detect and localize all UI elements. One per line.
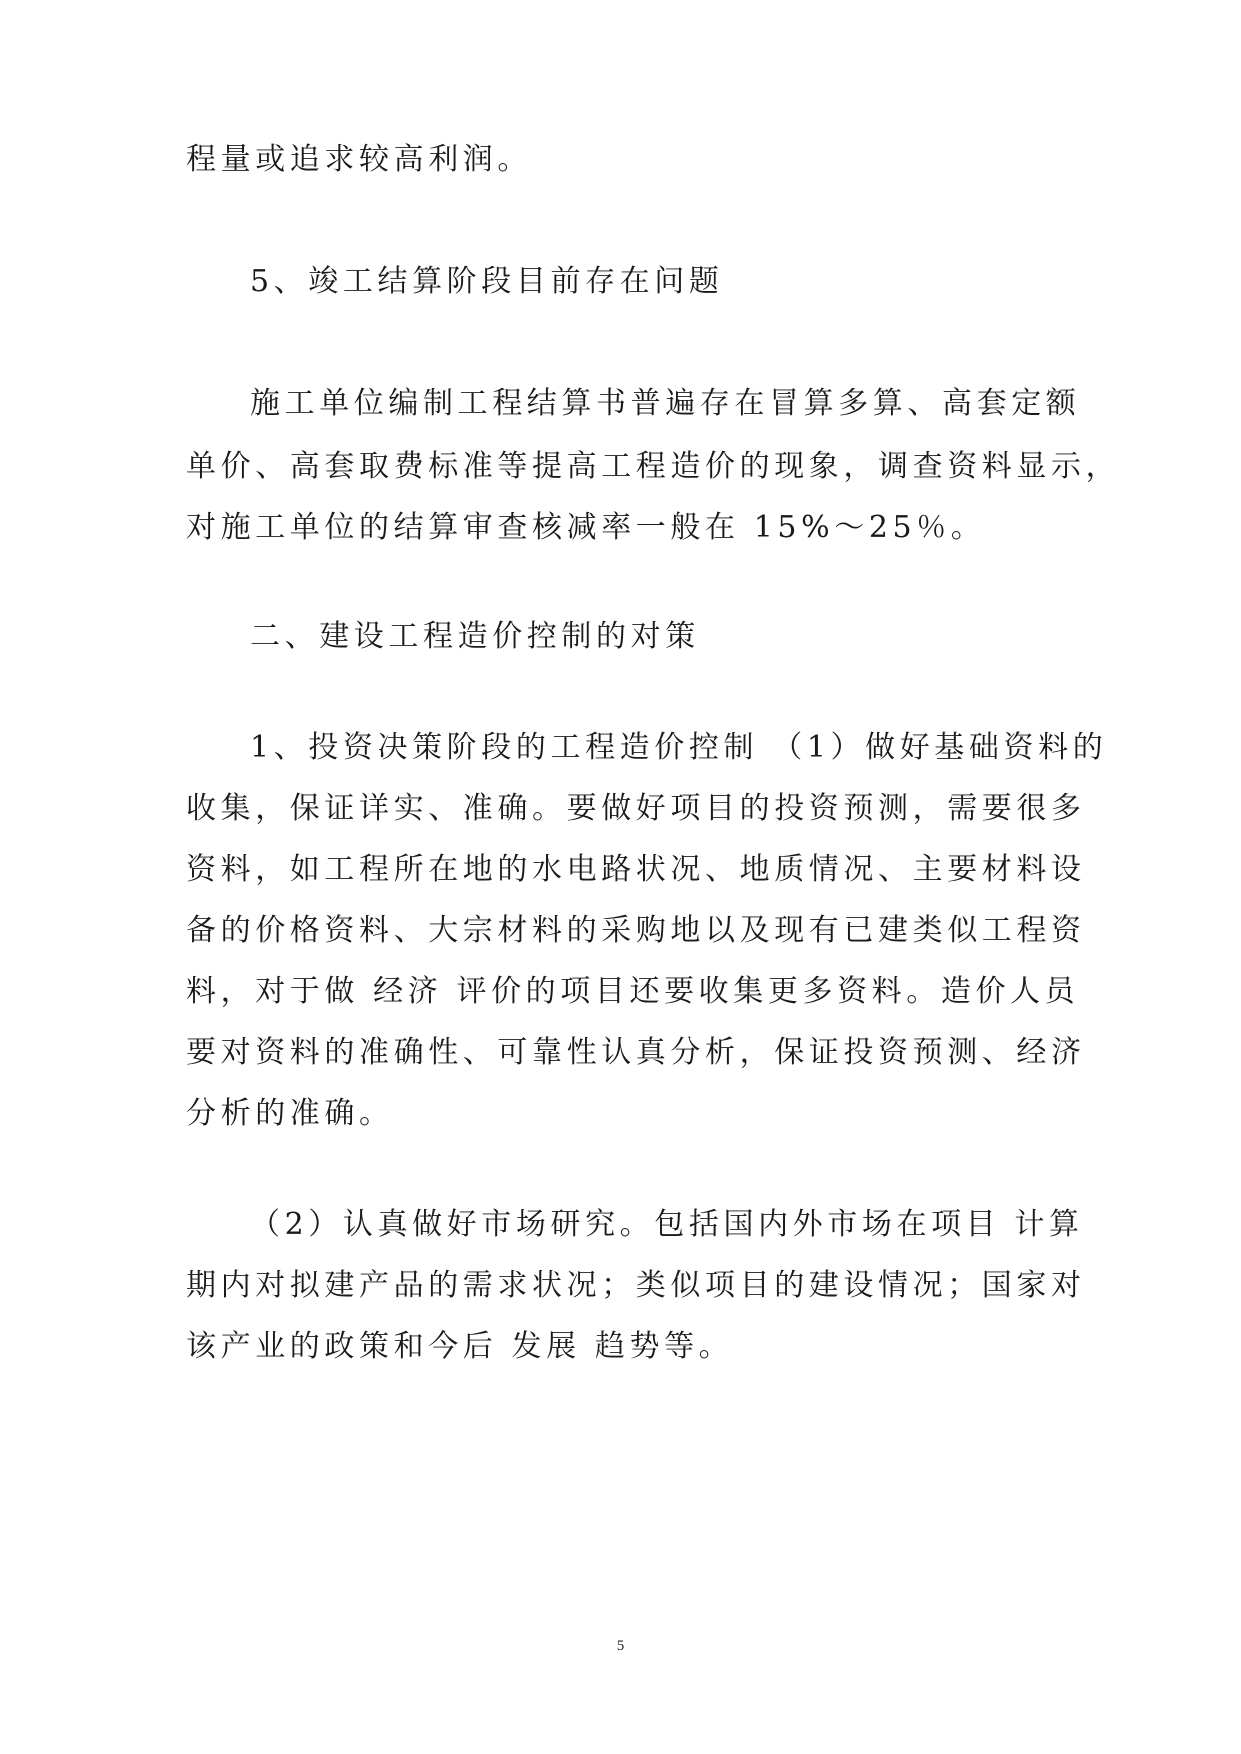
paragraph-market-line-3: 该产业的政策和今后 发展 趋势等。 xyxy=(186,1329,734,1364)
paragraph-market-line-2: 期内对拟建产品的需求状况；类似项目的建设情况；国家对 xyxy=(186,1268,1086,1303)
paragraph-investment-line-5: 料，对于做 经济 评价的项目还要收集更多资料。造价人员 xyxy=(186,974,1080,1009)
page-number: 5 xyxy=(616,1638,625,1654)
continuation-line: 程量或追求较高利润。 xyxy=(186,142,532,177)
paragraph-investment-line-4: 备的价格资料、大宗材料的采购地以及现有已建类似工程资 xyxy=(186,913,1086,948)
paragraph-investment-line-1: 1、投资决策阶段的工程造价控制 （1）做好基础资料的 xyxy=(250,730,1108,765)
paragraph-investment-line-7: 分析的准确。 xyxy=(186,1096,394,1131)
paragraph-investment-line-3: 资料，如工程所在地的水电路状况、地质情况、主要材料设 xyxy=(186,852,1086,887)
paragraph-settlement-line-3: 对施工单位的结算审查核减率一般在 15%～25％。 xyxy=(186,510,986,545)
paragraph-market-line-1: （2）认真做好市场研究。包括国内外市场在项目 计算 xyxy=(250,1207,1084,1242)
paragraph-settlement-line-2: 单价、高套取费标准等提高工程造价的现象，调查资料显示， xyxy=(186,449,1121,484)
paragraph-investment-line-6: 要对资料的准确性、可靠性认真分析，保证投资预测、经济 xyxy=(186,1035,1086,1070)
paragraph-investment-line-2: 收集，保证详实、准确。要做好项目的投资预测，需要很多 xyxy=(186,791,1086,826)
heading-cost-control-countermeasures: 二、建设工程造价控制的对策 xyxy=(250,619,700,654)
heading-completion-settlement-issues: 5、竣工结算阶段目前存在问题 xyxy=(250,264,724,299)
paragraph-settlement-line-1: 施工单位编制工程结算书普遍存在冒算多算、高套定额 xyxy=(250,386,1081,421)
